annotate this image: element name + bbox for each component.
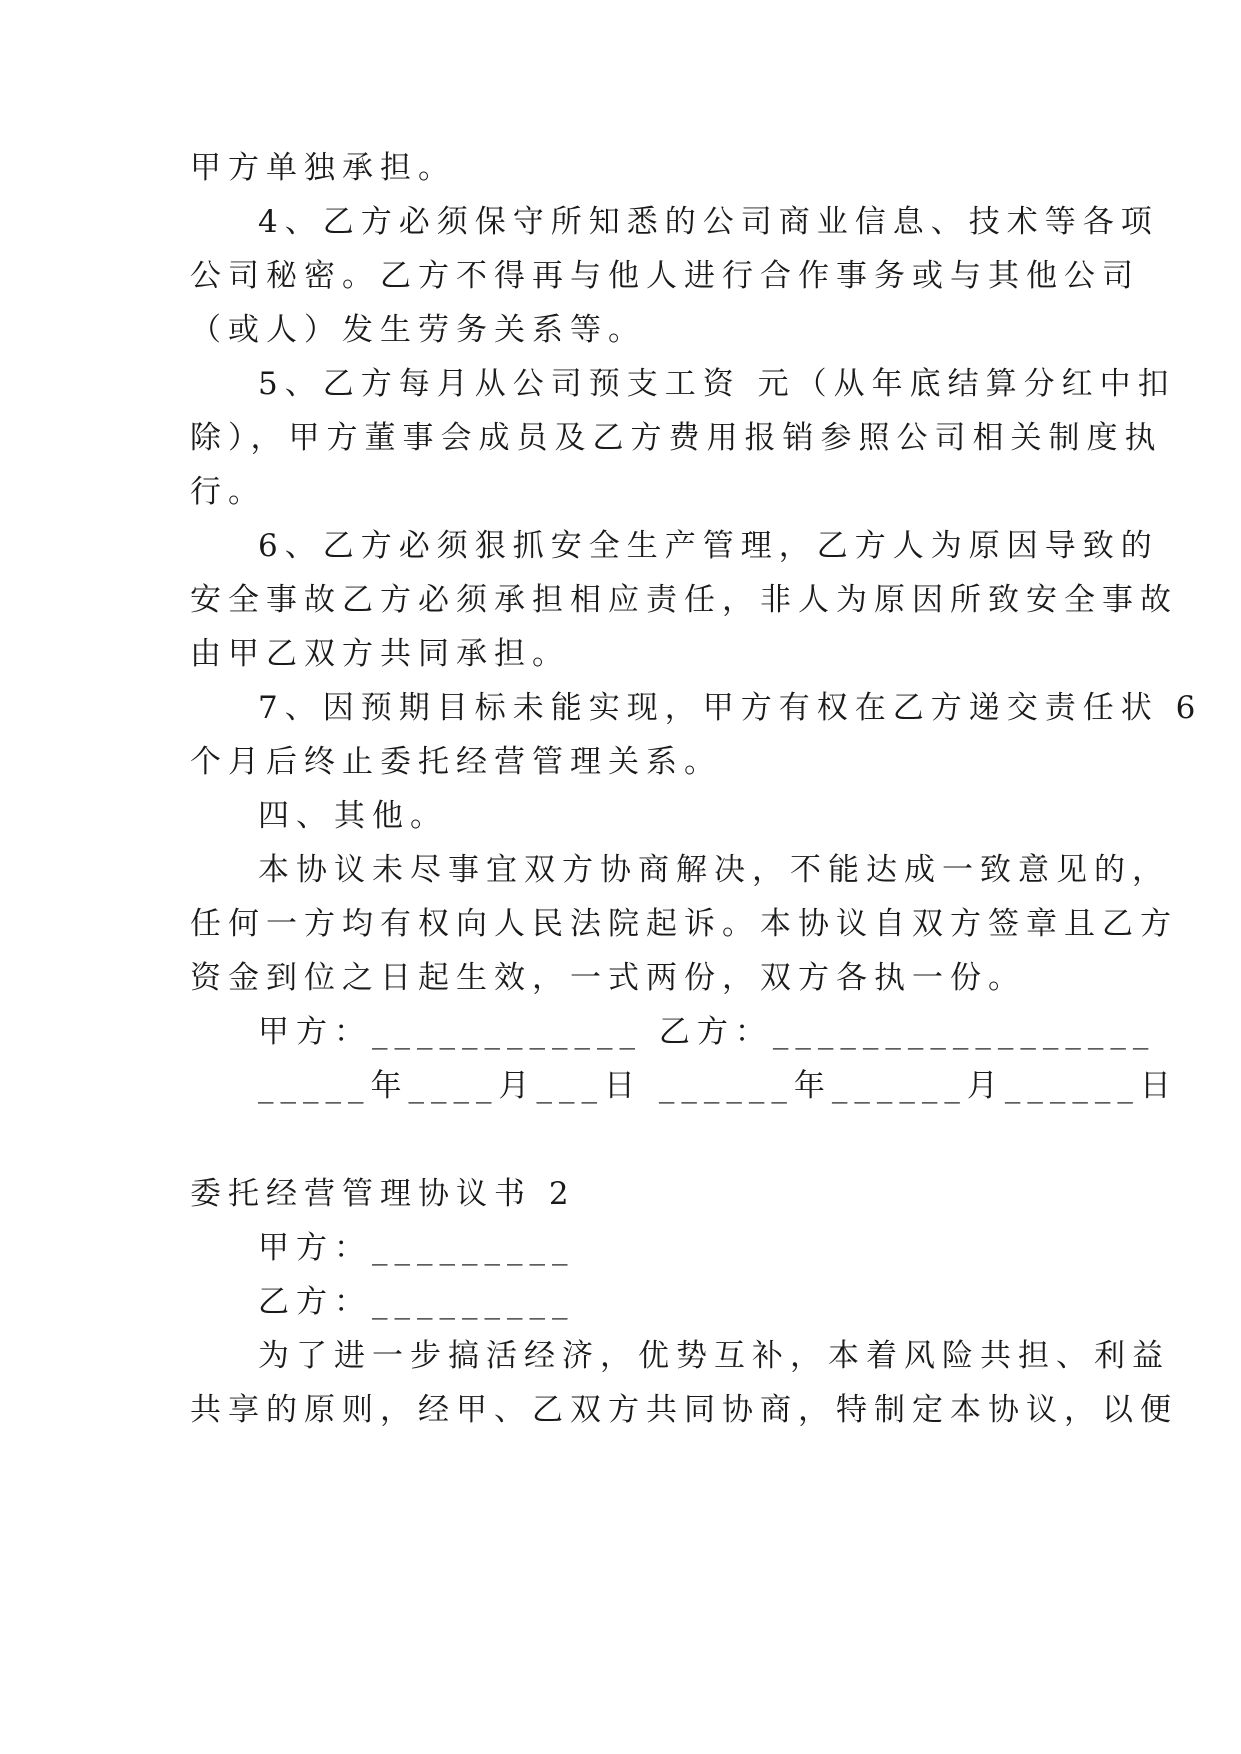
text-line: 7、因预期目标未能实现，甲方有权在乙方递交责任状 6 xyxy=(258,690,1203,726)
text-line: 资金到位之日起生效，一式两份，双方各执一份。 xyxy=(190,960,1026,996)
text-line: 共享的原则，经甲、乙双方共同协商，特制定本协议，以便 xyxy=(190,1392,1178,1428)
text-line: 行。 xyxy=(190,474,266,510)
text-line: 个月后终止委托经营管理关系。 xyxy=(190,744,722,780)
text-line: 5、乙方每月从公司预支工资 元（从年底结算分红中扣 xyxy=(258,366,1176,402)
signature-line: 甲方：____________ 乙方：_________________ xyxy=(258,1014,1156,1050)
text-line: 6、乙方必须狠抓安全生产管理，乙方人为原因导致的 xyxy=(258,528,1159,564)
text-line: 由甲乙双方共同承担。 xyxy=(190,636,570,672)
text-line: 4、乙方必须保守所知悉的公司商业信息、技术等各项 xyxy=(258,204,1159,240)
document-title: 委托经营管理协议书 2 xyxy=(190,1176,576,1212)
text-line: （或人）发生劳务关系等。 xyxy=(190,312,646,348)
text-line: 甲方单独承担。 xyxy=(190,150,456,186)
party-b-line: 乙方：_________ xyxy=(258,1284,575,1320)
text-line: 安全事故乙方必须承担相应责任，非人为原因所致安全事故 xyxy=(190,582,1178,618)
text-line: 除），甲方董事会成员及乙方费用报销参照公司相关制度执 xyxy=(190,420,1163,456)
text-line: 本协议未尽事宜双方协商解决，不能达成一致意见的， xyxy=(258,852,1170,888)
text-line: 为了进一步搞活经济，优势互补，本着风险共担、利益 xyxy=(258,1338,1170,1374)
text-line: 公司秘密。乙方不得再与他人进行合作事务或与其他公司 xyxy=(190,258,1140,294)
date-line: _____年____月___日 ______年______月______日 xyxy=(258,1068,1178,1104)
section-heading: 四、其他。 xyxy=(258,798,448,834)
party-a-line: 甲方：_________ xyxy=(258,1230,575,1266)
text-line: 任何一方均有权向人民法院起诉。本协议自双方签章且乙方 xyxy=(190,906,1178,942)
